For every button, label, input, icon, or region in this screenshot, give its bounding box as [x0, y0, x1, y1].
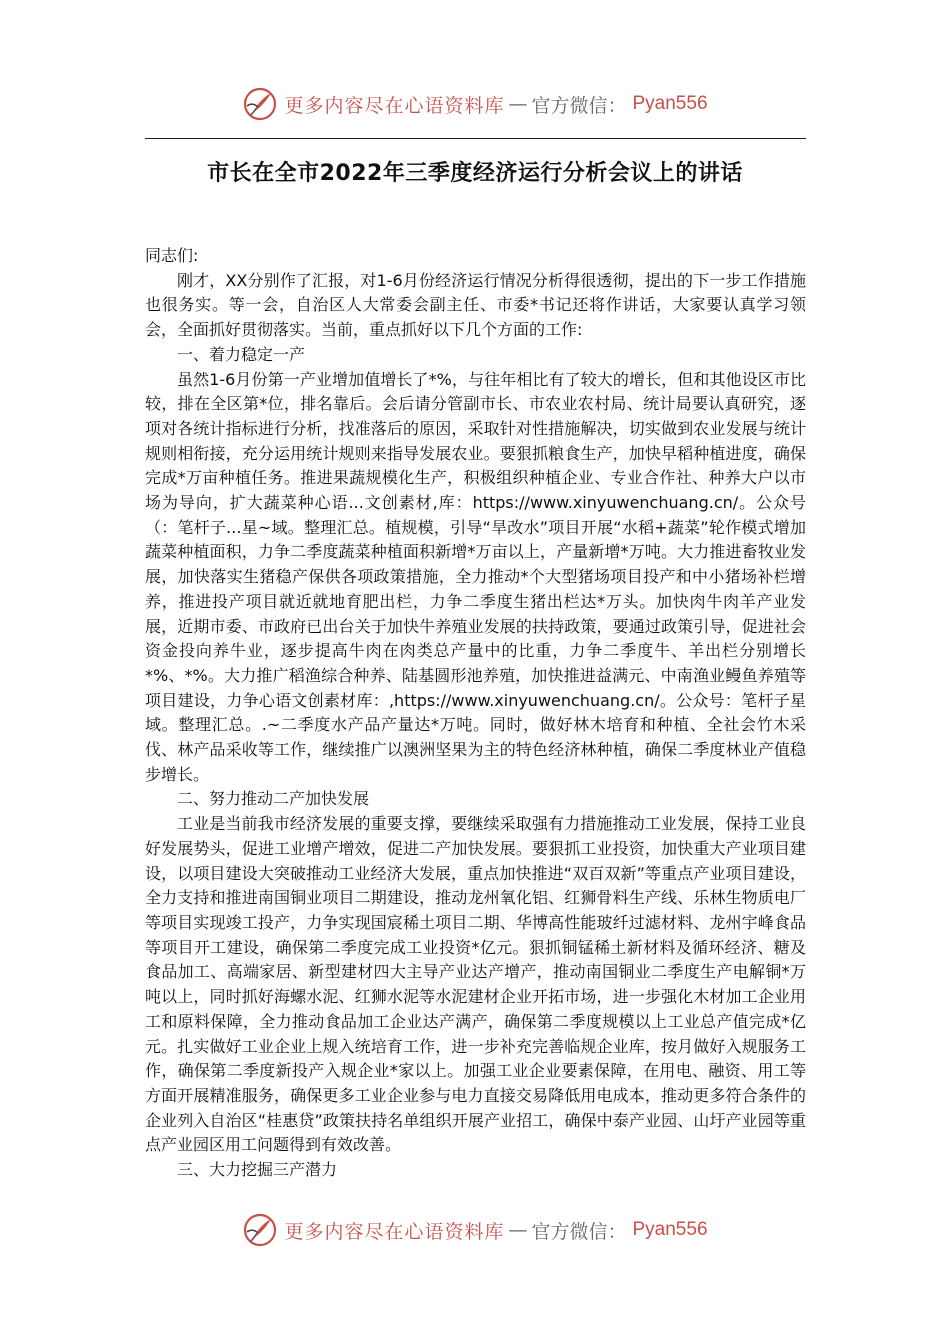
paragraph-section-1: 虽然1-6月份第一产业增加值增长了*%，与往年相比有了较大的增长，但和其他设区市比较，排在全区第*位，排名靠后。会后请分管副市长、市农业农村局、统计局要认真研究，逐项对各统计指标进行分析，找准落后的原因，采取针对性措施解决，切实做到农业发展与统计规则相衔接，充分运用统计规则来指导发展农业。要狠抓粮食生产，加快早稻种植进度，确保完成*万亩种植任务。推进果蔬规模化生产，积极组织种植企业、专业合作社、种养大户以市场为导向，扩大蔬菜种心语...文创素材,库：https://www.xinyuwenchuang.cn/。公众号（：笔杆子...星~域。整理汇总。植规模，引导“旱改水”项目开展“水稻+蔬菜”轮作模式增加蔬菜种植面积，力争二季度蔬菜种植面积新增*万亩以上，产量新增*万吨。大力推进畜牧业发展，加快落实生猪稳产保供各项政策措施，全力推动*个大型猪场项目投产和中小猪场补栏增养，推进投产项目就近就地育肥出栏，力争二季度生猪出栏达*万头。加快肉牛肉羊产业发展，近期市委、市政府已出台关于加快牛养殖业发展的扶持政策，要通过政策引导，促进社会资金投向养牛业，逐步提高牛肉在肉类总产量中的比重，力争二季度牛、羊出栏分别增长*%、*%。大力推广稻渔综合种养、陆基圆形池养殖，加快推进益满元、中南渔业鳗鱼养殖等项目建设，力争心语文创素材库：,https://www.xinyuwenchuang.cn/。公众号：笔杆子星域。整理汇总。.~二季度水产品产量达*万吨。同时，做好林木培育和种植、全社会竹木采伐、林产品采收等工作，继续推广以澳洲坚果为主的特色经济林种植，确保二季度林业产值稳步增长。	[145, 369, 806, 784]
section-heading-3: 三、大力挖掘三产潜力	[177, 1160, 338, 1180]
quill-logo-icon	[242, 1212, 278, 1248]
banner-library-text: 更多内容尽在心语资料库	[284, 1220, 505, 1243]
banner-wechat-label: 官方微信：	[531, 1220, 627, 1243]
salutation: 同志们:	[145, 246, 199, 265]
quill-logo-icon	[242, 86, 278, 122]
document-body	[145, 244, 806, 1183]
banner-wechat-label: 官方微信：	[531, 94, 627, 117]
banner-separator: —	[508, 1219, 528, 1241]
banner-library-text: 更多内容尽在心语资料库	[284, 94, 505, 117]
paragraph-section-2: 工业是当前我市经济发展的重要支撑，要继续采取强有力措施推动工业发展，保持工业良好发展势头，促进工业增产增效，促进二产加快发展。要狠抓工业投资，加快重大产业项目建设，以项目建设大突破推动工业经济大发展，重点加快推进“双百双新”等重点产业项目建设，全力支持和推进南国铜业项目二期建设，推动龙州氧化铝、红狮骨料生产线、乐林生物质电厂等项目实现竣工投产，力争实现国宸稀土项目二期、华博高性能玻纤过滤材料、龙州宇峰食品等项目开工建设，确保第二季度完成工业投资*亿元。狠抓铜锰稀土新材料及循环经济、糖及食品加工、高端家居、新型建材四大主导产业达产增产，推动南国铜业二季度生产电解铜*万吨以上，同时抓好海螺水泥、红狮水泥等水泥建材企业开拓市场，进一步强化木材加工企业用工和原料保障，全力推动食品加工企业达产满产，确保第二季度规模以上工业总产值完成*亿元。扎实做好工业企业上规入统培育工作，进一步补充完善临规企业库，按月做好入规服务工作，确保第二季度新投产入规企业*家以上。加强工业企业要素保障，在用电、融资、用工等方面开展精准服务，确保更多工业企业参与电力直接交易降低用电成本，推动更多符合条件的企业列入自治区“桂惠贷”政策扶持名单组织开展产业招工，确保中泰产业园、山圩产业园等重点产业园区用工问题得到有效改善。	[145, 814, 806, 1155]
section-heading-1: 一、着力稳定一产	[177, 344, 306, 364]
document-title: 市长在全市2022年三季度经济运行分析会议上的讲话	[207, 161, 743, 186]
header-banner	[0, 84, 950, 124]
banner-wechat-id: Pyan556	[632, 93, 708, 114]
banner-wechat-id: Pyan556	[632, 1219, 708, 1240]
header-divider	[145, 138, 806, 139]
footer-banner	[0, 1210, 950, 1250]
paragraph-intro: 刚才，XX分别作了汇报，对1-6月份经济运行情况分析得很透彻，提出的下一步工作措施也很务实。等一会，自治区人大常委会副主任、市委*书记还将作讲话，大家要认真学习领会，全面抓好贯彻落实。当前，重点抓好以下几个方面的工作:	[145, 270, 806, 340]
banner-separator: —	[508, 93, 528, 115]
section-heading-2: 二、努力推动二产加快发展	[177, 789, 370, 809]
